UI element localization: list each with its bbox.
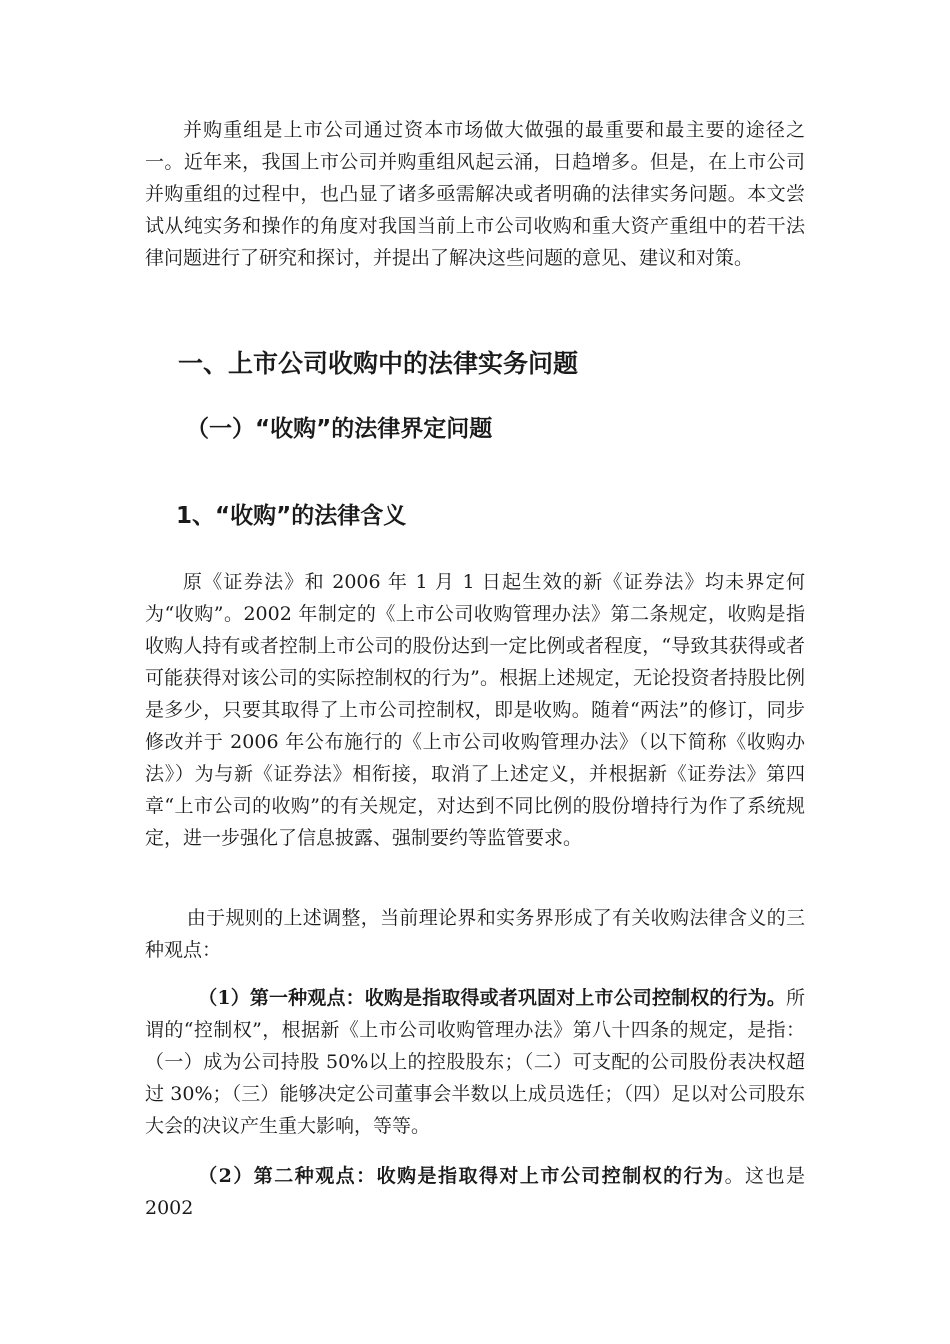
view-2-lead: （2）第二种观点：收购是指取得对上市公司控制权的行为 [198, 1165, 725, 1187]
body-paragraph-2: 由于规则的上述调整，当前理论界和实务界形成了有关收购法律含义的三种观点： [145, 907, 805, 961]
view-1-paragraph [145, 982, 805, 1142]
topic-heading: 1、“收购”的法律含义 [176, 503, 407, 529]
view-2-text: 。这也是 2002 [145, 1165, 805, 1219]
view-1-text: 所谓的“控制权”，根据新《上市公司收购管理办法》第八十四条的规定，是指：（一）成为公司持股 50%以上的控股股东；（二）可支配的公司股份表决权超过 30%；（三）能够决定公司董事会半数以上成员选任；（四）足以对公司股东大会的决议产生重大影响，等等。 [145, 987, 805, 1137]
subsection-heading: （一）“收购”的法律界定问题 [186, 416, 493, 442]
intro-paragraph: 并购重组是上市公司通过资本市场做大做强的最重要和最主要的途径之一。近年来，我国上市公司并购重组风起云涌，日趋增多。但是，在上市公司并购重组的过程中，也凸显了诸多亟需解决或者明确的法律实务问题。本文尝试从纯实务和操作的角度对我国当前上市公司收购和重大资产重组中的若干法律问题进行了研究和探讨，并提出了解决这些问题的意见、建议和对策。 [145, 119, 805, 269]
view-1-lead: （1）第一种观点：收购是指取得或者巩固对上市公司控制权的行为。 [198, 987, 786, 1009]
body-paragraph-1: 原《证券法》和 2006 年 1 月 1 日起生效的新《证券法》均未界定何为“收购”。2002 年制定的《上市公司收购管理办法》第二条规定，收购是指收购人持有或者控制上市公司的股份达到一定比例或者程度，“导致其获得或者可能获得对该公司的实际控制权的行为”。根据上述规定，无论投资者持股比例是多少，只要其取得了上市公司控制权，即是收购。随着“两法”的修订，同步修改并于 2006 年公布施行的《上市公司收购管理办法》（以下简称《收购办法》）为与新《证券法》相衔接，取消了上述定义，并根据新《证券法》第四章“上市公司的收购”的有关规定，对达到不同比例的股份增持行为作了系统规定，进一步强化了信息披露、强制要约等监管要求。 [145, 571, 805, 849]
view-2-paragraph [145, 1160, 805, 1224]
section-heading-1: 一、上市公司收购中的法律实务问题 [178, 349, 579, 378]
